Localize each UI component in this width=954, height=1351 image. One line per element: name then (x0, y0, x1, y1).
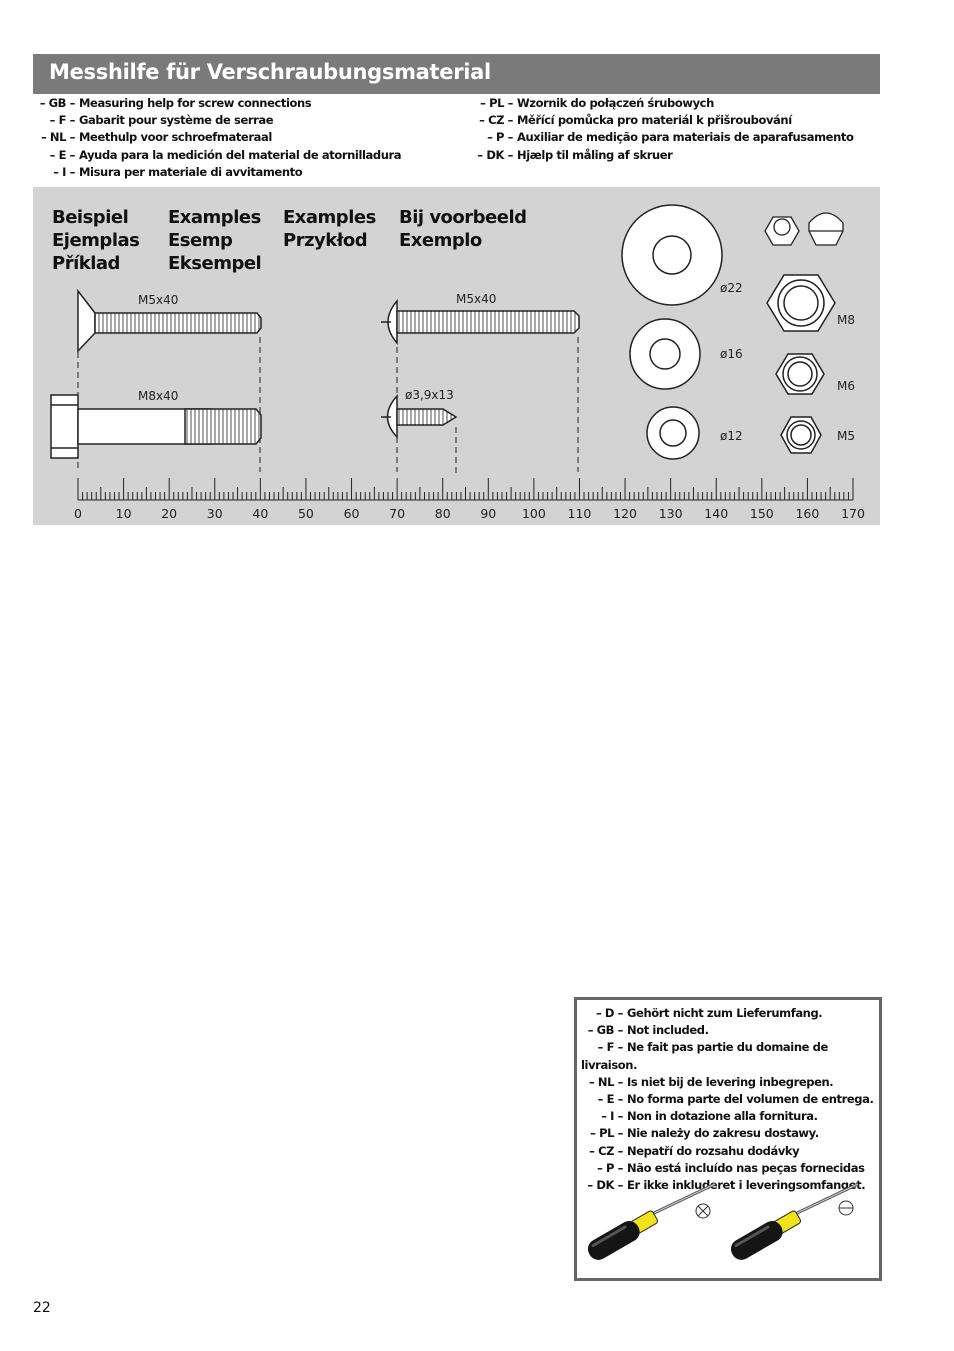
washer-12 (647, 407, 699, 459)
example-word: Bij voorbeeld (399, 207, 527, 228)
ruler-labels (74, 506, 865, 521)
notice-row (581, 1125, 879, 1142)
notice-text: Não está incluído nas peças fornecidas (627, 1160, 865, 1175)
language-code: – P – (487, 130, 513, 145)
ruler-tick-label: 50 (297, 506, 314, 521)
language-code: – PL – (480, 96, 513, 110)
hex-nut-m5-label: M5 (837, 429, 855, 443)
notice-text: Is niet bij de levering inbegrepen. (627, 1074, 834, 1089)
language-code: – E – (49, 147, 75, 162)
notice-row (581, 1091, 879, 1108)
notice-code: – F – (597, 1040, 623, 1055)
example-word: Przykłod (283, 230, 368, 251)
ruler-tick-label: 0 (74, 506, 82, 521)
washer-22-label: ø22 (720, 281, 743, 295)
round-head-screw-label: M5x40 (456, 292, 497, 306)
language-row (471, 129, 853, 146)
notice-row (581, 1074, 879, 1091)
ruler-tick-label: 60 (343, 506, 360, 521)
language-row (33, 95, 401, 112)
ruler-tick-label: 10 (115, 506, 132, 521)
language-text: Auxiliar de medição para materiais de aparafusamento (517, 130, 854, 145)
notice-text: Non in dotazione alla fornitura. (627, 1109, 818, 1124)
language-row (33, 129, 401, 146)
notice-row (581, 1005, 879, 1022)
ruler-tick-label: 80 (434, 506, 451, 521)
language-text: Měřící pomůcka pro materiál k přišroubování (517, 113, 792, 128)
notice-code: – NL – (588, 1074, 623, 1089)
language-row (33, 112, 401, 129)
notice-row (581, 1143, 879, 1160)
notice-code: – D – (595, 1006, 623, 1020)
wood-screw-label: ø3,9x13 (405, 388, 454, 402)
ruler-tick-label: 170 (841, 506, 865, 521)
measuring-ruler (78, 478, 853, 500)
language-text: Gabarit pour système de serrae (79, 113, 274, 128)
ruler-tick-label: 40 (252, 506, 269, 521)
washer-16-label: ø16 (720, 347, 743, 361)
example-word: Exemplo (399, 230, 482, 251)
hex-nut-m8 (767, 275, 835, 331)
example-word: Examples (168, 207, 261, 228)
language-text: Wzornik do połączeń śrubowych (517, 96, 714, 110)
page-title: Messhilfe für Verschraubungsmaterial (49, 60, 491, 84)
language-list-left (33, 95, 401, 181)
notice-row (581, 1022, 879, 1039)
notice-text: Ne fait pas partie du domaine de livraison. (581, 1040, 828, 1072)
notice-text: Gehört nicht zum Lieferumfang. (627, 1006, 823, 1020)
notice-row (581, 1108, 879, 1125)
example-word: Příklad (52, 253, 120, 274)
language-text: Misura per materiale di avvitamento (79, 164, 303, 179)
screwdrivers-illustration (577, 1176, 879, 1278)
hex-nut-m5 (781, 417, 821, 453)
language-code: – DK – (477, 147, 513, 162)
language-text: Ayuda para la medición del material de atornilladura (79, 147, 402, 162)
ruler-tick-label: 140 (704, 506, 729, 521)
language-code: – NL – (40, 130, 75, 145)
ruler-tick-label: 90 (480, 506, 497, 521)
language-row (471, 112, 853, 129)
notice-text: Nie należy do zakresu dostawy. (627, 1126, 819, 1141)
notice-code: – PL – (590, 1126, 623, 1141)
notice-text: Not included. (627, 1023, 709, 1038)
hex-bolt (51, 395, 261, 458)
countersunk-screw-label: M5x40 (138, 293, 179, 307)
notice-row (581, 1039, 879, 1073)
ruler-tick-label: 30 (206, 506, 223, 521)
cap-nut-icon (809, 213, 843, 245)
notice-code: – I – (601, 1109, 623, 1124)
language-code: – CZ – (479, 113, 513, 128)
language-text: Hjælp til måling af skruer (517, 147, 673, 162)
round-head-screw (381, 301, 579, 343)
example-word: Examples (283, 207, 376, 228)
hex-nut-m6-label: M6 (837, 379, 855, 393)
notice-code: – CZ – (589, 1143, 623, 1158)
notice-code: – DK – (587, 1178, 623, 1193)
notice-code: – P – (597, 1160, 623, 1175)
phillips-screwdriver-icon (584, 1184, 715, 1264)
ruler-tick-label: 70 (389, 506, 406, 521)
notice-text: Nepatří do rozsahu dodávky (627, 1143, 800, 1158)
washer-12-label: ø12 (720, 429, 743, 443)
not-included-box (574, 997, 882, 1281)
ruler-tick-label: 100 (521, 506, 546, 521)
ruler-tick-label: 20 (161, 506, 178, 521)
language-text: Measuring help for screw connections (79, 96, 312, 110)
notice-code: – GB – (587, 1023, 623, 1038)
ruler-tick-label: 120 (613, 506, 637, 521)
notice-text: No forma parte del volumen de entrega. (627, 1092, 874, 1107)
language-code: – F – (49, 113, 75, 128)
notice-row (581, 1160, 879, 1177)
language-text: Meethulp voor schroefmateraal (79, 130, 272, 145)
notice-text: Er ikke inkluderet i leveringsomfanget. (627, 1178, 866, 1193)
title-bar (33, 54, 880, 94)
washer-16 (630, 319, 700, 389)
lock-nut-icon (765, 217, 799, 245)
language-list-right (471, 95, 853, 164)
ruler-tick-label: 130 (658, 506, 683, 521)
example-word: Esemp (168, 230, 233, 251)
washer-22 (622, 205, 722, 305)
ruler-tick-label: 110 (567, 506, 592, 521)
ruler-tick-label: 150 (749, 506, 774, 521)
example-word: Ejemplas (52, 230, 140, 251)
page-number: 22 (33, 1300, 51, 1316)
example-word: Eksempel (168, 253, 262, 274)
language-code: – GB – (39, 96, 75, 110)
hex-nut-m6 (776, 354, 824, 394)
flat-screwdriver-icon (727, 1184, 858, 1264)
example-word: Beispiel (52, 207, 129, 228)
language-row (33, 164, 401, 181)
measuring-diagram (33, 187, 880, 525)
wood-screw (381, 396, 456, 437)
ruler-tick-label: 160 (795, 506, 820, 521)
language-code: – I – (53, 164, 75, 179)
language-row (33, 147, 401, 164)
language-row (471, 95, 853, 112)
not-included-list (581, 1005, 879, 1194)
language-row (471, 147, 853, 164)
hex-bolt-label: M8x40 (138, 389, 179, 403)
notice-code: – E – (597, 1092, 623, 1107)
hex-nut-m8-label: M8 (837, 313, 855, 327)
